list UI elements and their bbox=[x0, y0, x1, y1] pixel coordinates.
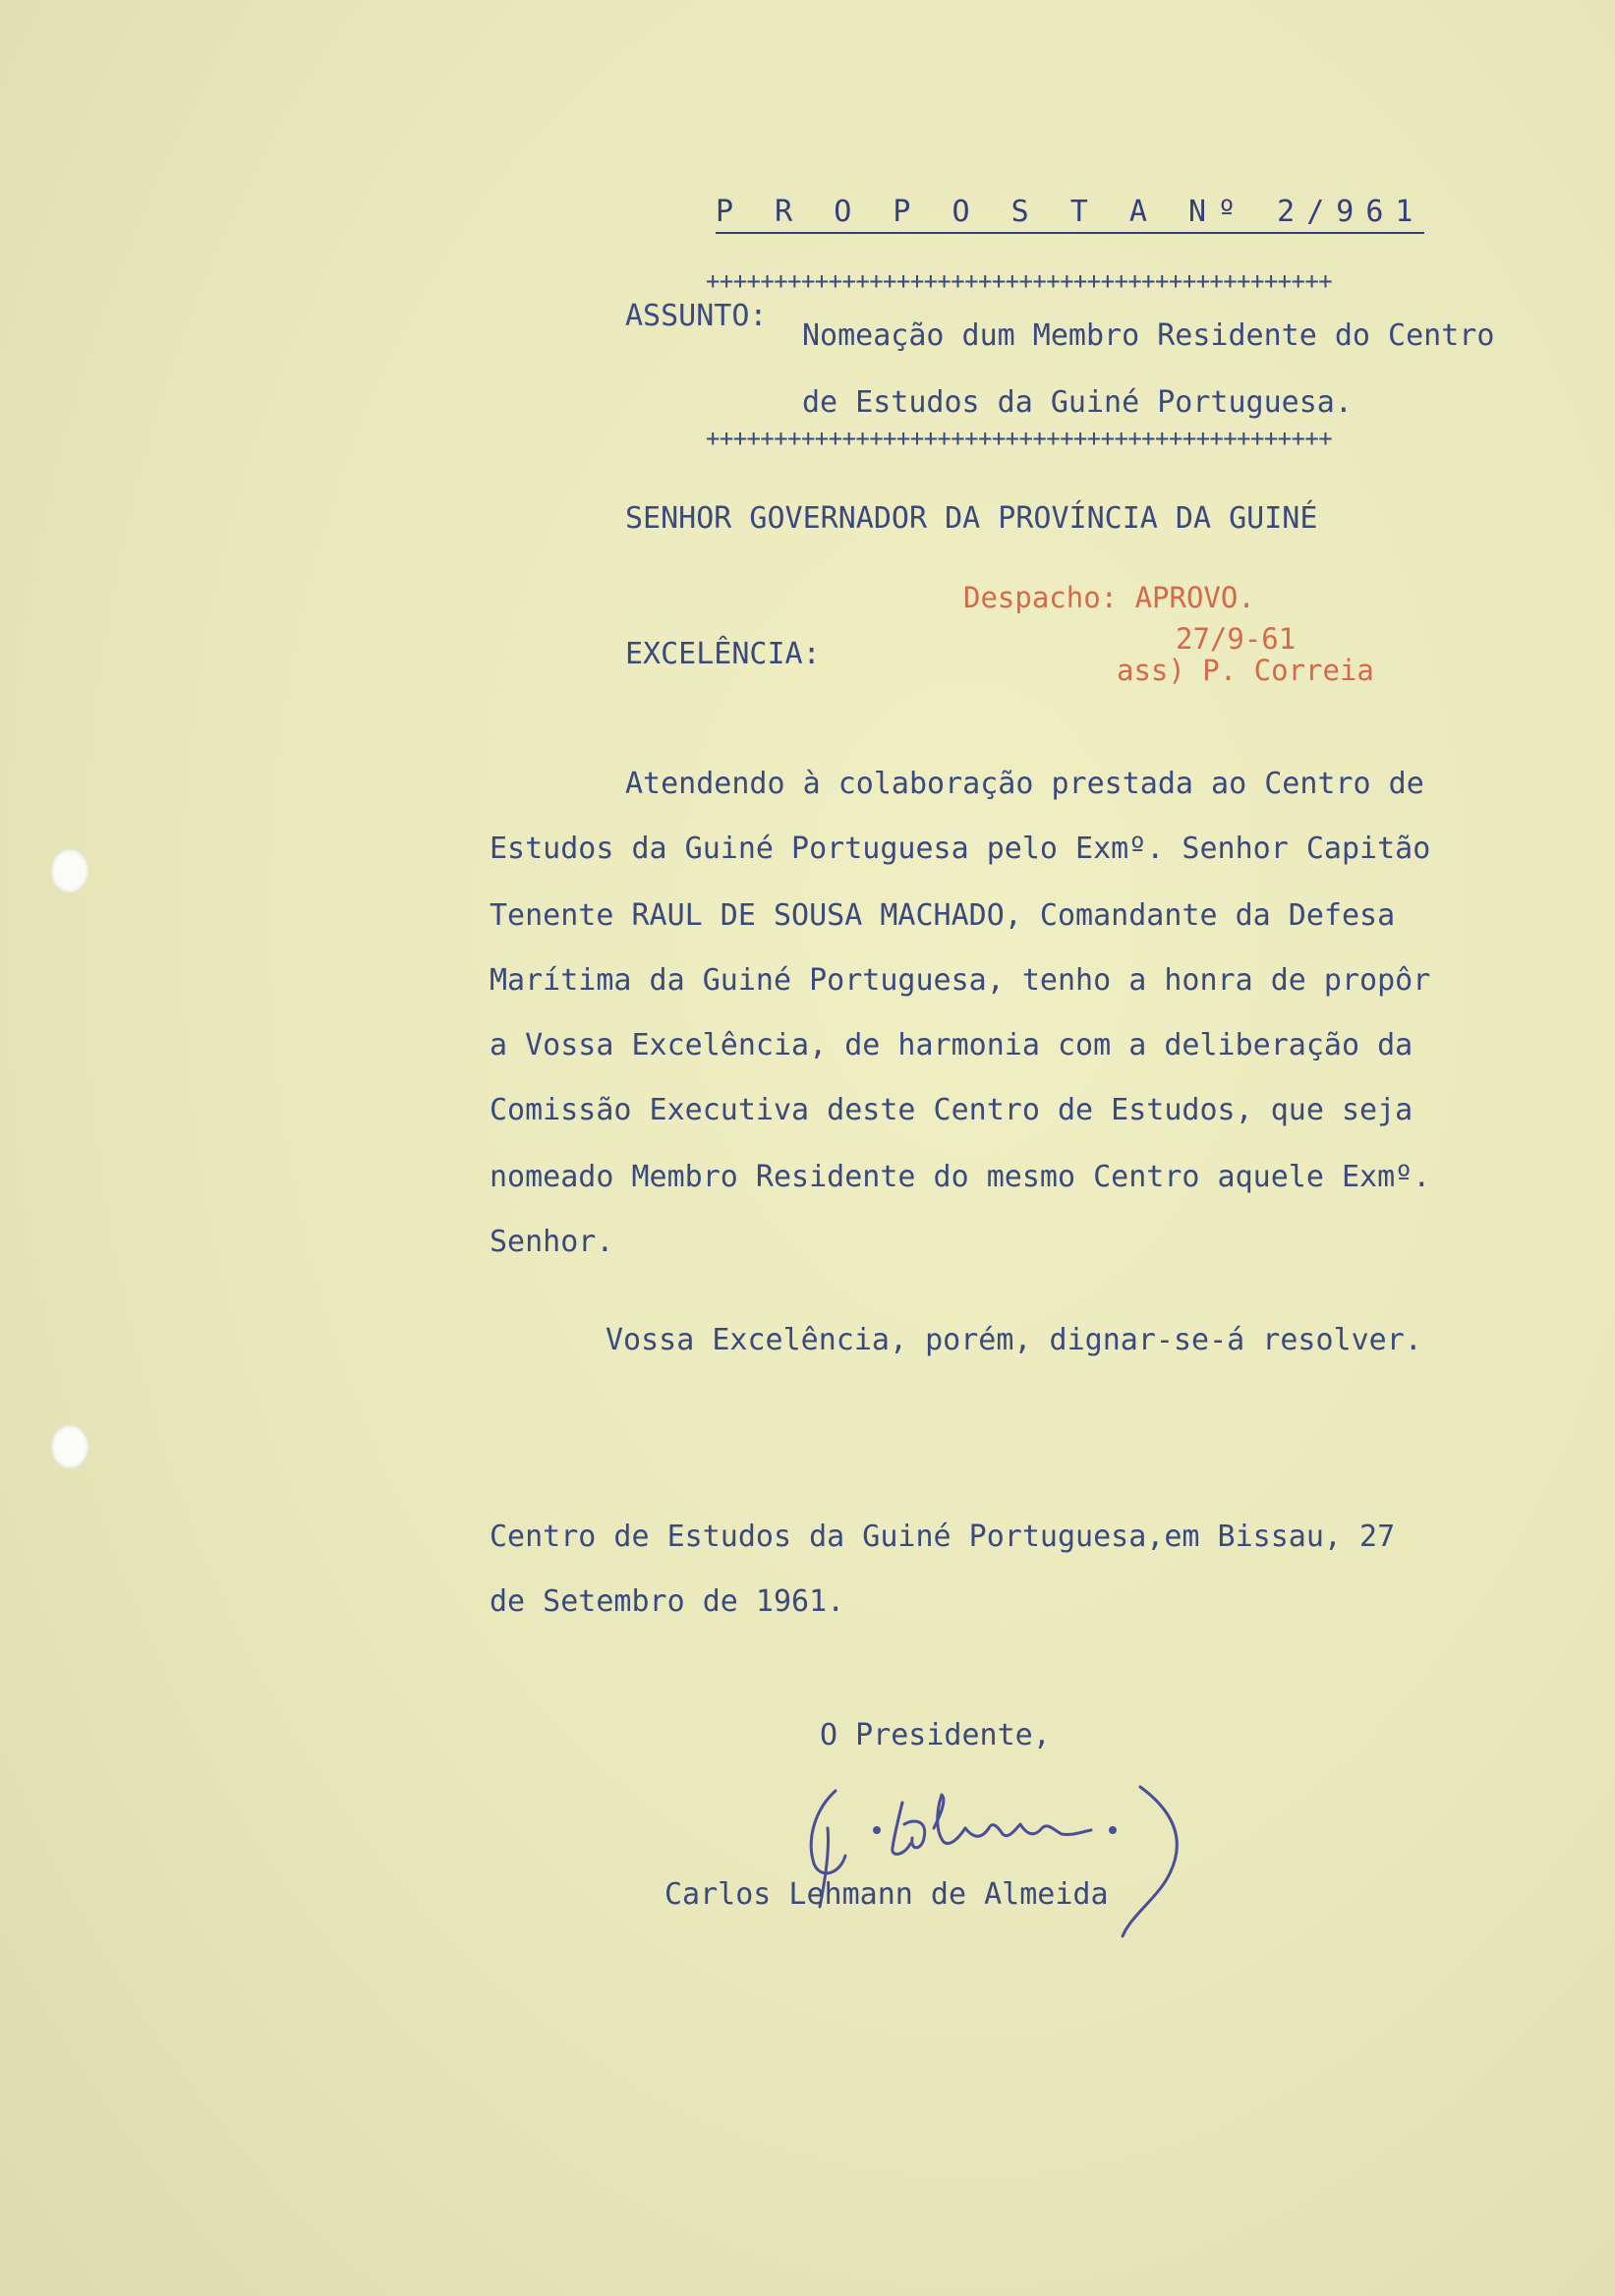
subject-line-2: de Estudos da Guiné Portuguesa. bbox=[802, 385, 1353, 420]
body-line: a Vossa Excelência, de harmonia com a deliberação da bbox=[490, 1028, 1413, 1062]
punch-hole bbox=[51, 1425, 88, 1468]
place-date-line-1: Centro de Estudos da Guiné Portuguesa,em Bissau, 27 bbox=[490, 1520, 1396, 1554]
despacho-line-1: Despacho: APROVO. bbox=[963, 581, 1255, 614]
body-line: Senhor. bbox=[490, 1225, 614, 1259]
body-line: nomeado Membro Residente do mesmo Centro aquele Exmº. bbox=[490, 1160, 1431, 1194]
punch-hole bbox=[51, 849, 88, 892]
subject-label: ASSUNTO: bbox=[625, 299, 768, 333]
body-line: Marítima da Guiné Portuguesa, tenho a honra de propôr bbox=[490, 963, 1431, 998]
closing-line: Vossa Excelência, porém, dignar-se-á resolver. bbox=[606, 1323, 1422, 1357]
body-line: Estudos da Guiné Portuguesa pelo Exmº. Senhor Capitão bbox=[490, 832, 1431, 866]
body-line: Comissão Executiva deste Centro de Estudos, que seja bbox=[490, 1093, 1413, 1127]
body-line: Tenente RAUL DE SOUSA MACHADO, Comandante da Defesa bbox=[490, 898, 1396, 933]
addressee: SENHOR GOVERNADOR DA PROVÍNCIA DA GUINÉ bbox=[625, 501, 1318, 536]
body-line: Atendendo à colaboração prestada ao Centro de bbox=[625, 767, 1424, 801]
place-date-line-2: de Setembro de 1961. bbox=[490, 1584, 845, 1619]
plus-separator-top: ++++++++++++++++++++++++++++++++++++++++++++++ bbox=[706, 267, 1333, 295]
subject-line-1: Nomeação dum Membro Residente do Centro bbox=[802, 318, 1495, 353]
handwritten-signature bbox=[796, 1769, 1248, 1946]
signatory-role: O Presidente, bbox=[820, 1718, 1051, 1752]
despacho-date: 27/9-61 bbox=[1176, 622, 1297, 656]
signatory-name: Carlos Lehmann de Almeida bbox=[664, 1877, 1109, 1912]
despacho-signature: ass) P. Correia bbox=[1117, 654, 1374, 687]
document-title: P R O P O S T A Nº 2/961 bbox=[716, 195, 1424, 234]
salutation: EXCELÊNCIA: bbox=[625, 637, 821, 671]
plus-separator-bottom: ++++++++++++++++++++++++++++++++++++++++++++++ bbox=[706, 425, 1333, 452]
